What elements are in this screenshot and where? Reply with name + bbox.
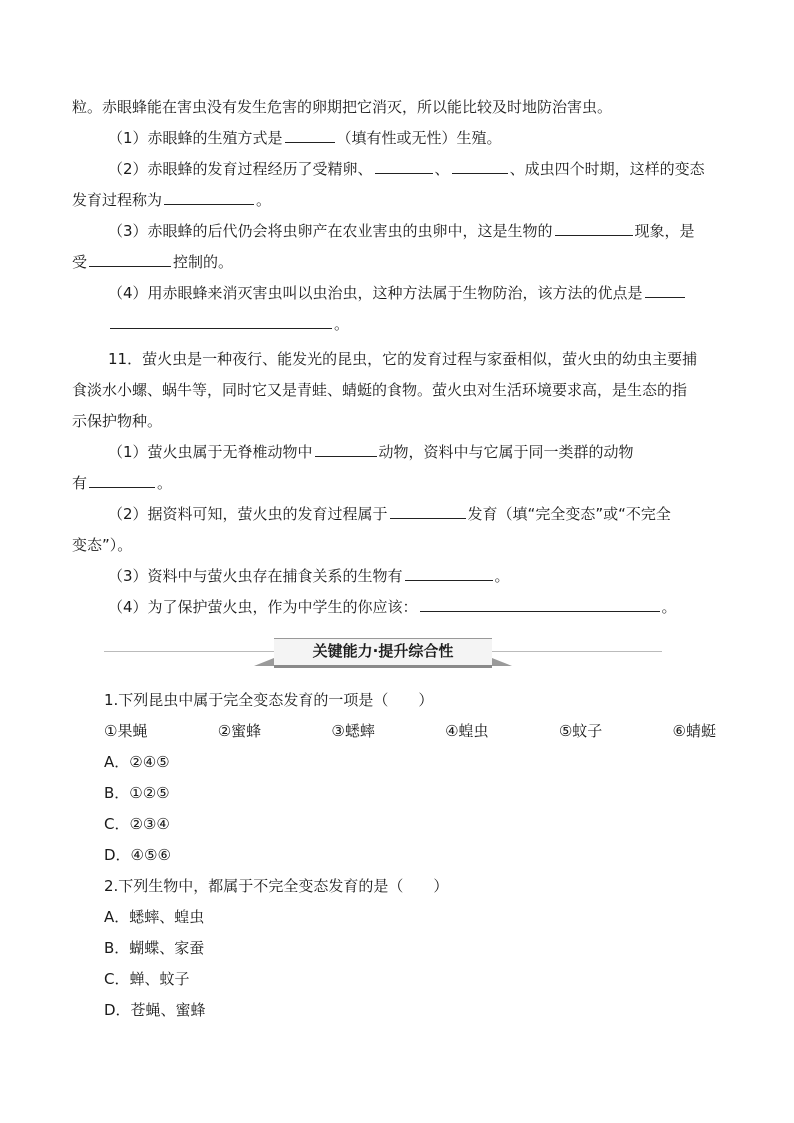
q11-sub3: （3）资料中与萤火虫存在捕食关系的生物有 。 — [72, 561, 722, 592]
mc1-option-a[interactable]: A．②④⑤ — [104, 753, 170, 771]
item-label: ⑤蚊子 — [558, 722, 603, 740]
section-header — [104, 636, 662, 666]
answer-blank[interactable] — [89, 250, 171, 267]
q10-sub4-cont: 。 — [72, 309, 722, 340]
section-title: 关键能力·提升综合性 — [274, 638, 492, 668]
q11-sub2: （2）据资料可知，萤火虫的发育过程属于 发育（填“完全变态”或“不完全 — [72, 499, 722, 530]
question-block-upper — [72, 92, 722, 623]
mc1-option-d[interactable]: D．④⑤⑥ — [104, 846, 171, 864]
mc1-stem: 1.下列昆虫中属于完全变态发育的一项是（ ） — [104, 691, 434, 709]
passage-end: 粒。赤眼蜂能在害虫没有发生危害的卵期把它消灭，所以能比较及时地防治害虫。 — [72, 98, 613, 116]
banner-wing — [492, 658, 512, 666]
q10-sub3: （3）赤眼蜂的后代仍会将虫卵产在农业害虫的虫卵中，这是生物的 现象，是 — [72, 216, 722, 247]
mc2-option-d[interactable]: D．苍蝇、蜜蜂 — [104, 1001, 206, 1019]
mc2-option-a[interactable]: A．蟋蟀、蝗虫 — [104, 908, 205, 926]
mc2-stem: 2.下列生物中，都属于不完全变态发育的是（ ） — [104, 877, 449, 895]
item-label: ④蝗虫 — [445, 722, 489, 740]
answer-blank[interactable] — [89, 471, 155, 488]
answer-blank[interactable] — [110, 312, 332, 329]
q11-sub4: （4）为了保护萤火虫，作为中学生的你应该： 。 — [72, 592, 722, 623]
answer-blank[interactable] — [645, 281, 685, 298]
mc2-option-c[interactable]: C．蝉、蚊子 — [104, 970, 190, 988]
answer-blank[interactable] — [452, 157, 508, 174]
q10-sub4: （4）用赤眼蜂来消灭害虫叫以虫治虫，这种方法属于生物防治，该方法的优点是 — [72, 278, 722, 309]
q11-sub2-cont: 变态”）。 — [72, 536, 133, 554]
q11-intro-line3: 示保护物种。 — [72, 412, 163, 430]
q10-sub2-cont: 发育过程称为 。 — [72, 185, 722, 216]
answer-blank[interactable] — [164, 188, 254, 205]
item-label: ①果蝇 — [104, 722, 148, 740]
answer-blank[interactable] — [555, 219, 633, 236]
mc1-option-b[interactable]: B．①②⑤ — [104, 784, 170, 802]
q10-sub1: （1）赤眼蜂的生殖方式是 （填有性或无性）生殖。 — [72, 123, 722, 154]
mc2-option-b[interactable]: B．蝴蝶、家蚕 — [104, 939, 205, 957]
answer-blank[interactable] — [390, 502, 466, 519]
answer-blank[interactable] — [285, 126, 335, 143]
answer-blank[interactable] — [315, 440, 377, 457]
mc1-option-c[interactable]: C．②③④ — [104, 815, 170, 833]
item-label: ⑥蜻蜓 — [672, 722, 716, 740]
banner-wing — [254, 658, 274, 666]
q11-sub1-cont: 有 。 — [72, 468, 722, 499]
item-label: ③蟋蟀 — [331, 722, 375, 740]
mc-question-1 — [104, 685, 716, 1026]
q10-sub2: （2）赤眼蜂的发育过程经历了受精卵、 、 、成虫四个时期，这样的变态 — [72, 154, 722, 185]
divider-line — [104, 651, 274, 652]
q11-sub1: （1）萤火虫属于无脊椎动物中 动物，资料中与它属于同一类群的动物 — [72, 437, 722, 468]
q11-intro: 11．萤火虫是一种夜行、能发光的昆虫，它的发育过程与家蚕相似，萤火虫的幼虫主要捕 — [108, 350, 698, 368]
item-label: ②蜜蜂 — [217, 722, 262, 740]
answer-blank[interactable] — [420, 595, 660, 612]
q11-intro-line2: 食淡水小螺、蜗牛等，同时它又是青蛙、蜻蜓的食物。萤火虫对生活环境要求高，是生态的指 — [72, 381, 688, 399]
answer-blank[interactable] — [375, 157, 433, 174]
mc1-items — [104, 716, 716, 747]
answer-blank[interactable] — [405, 564, 493, 581]
divider-line — [492, 651, 662, 652]
q10-sub3-cont: 受 控制的。 — [72, 247, 722, 278]
